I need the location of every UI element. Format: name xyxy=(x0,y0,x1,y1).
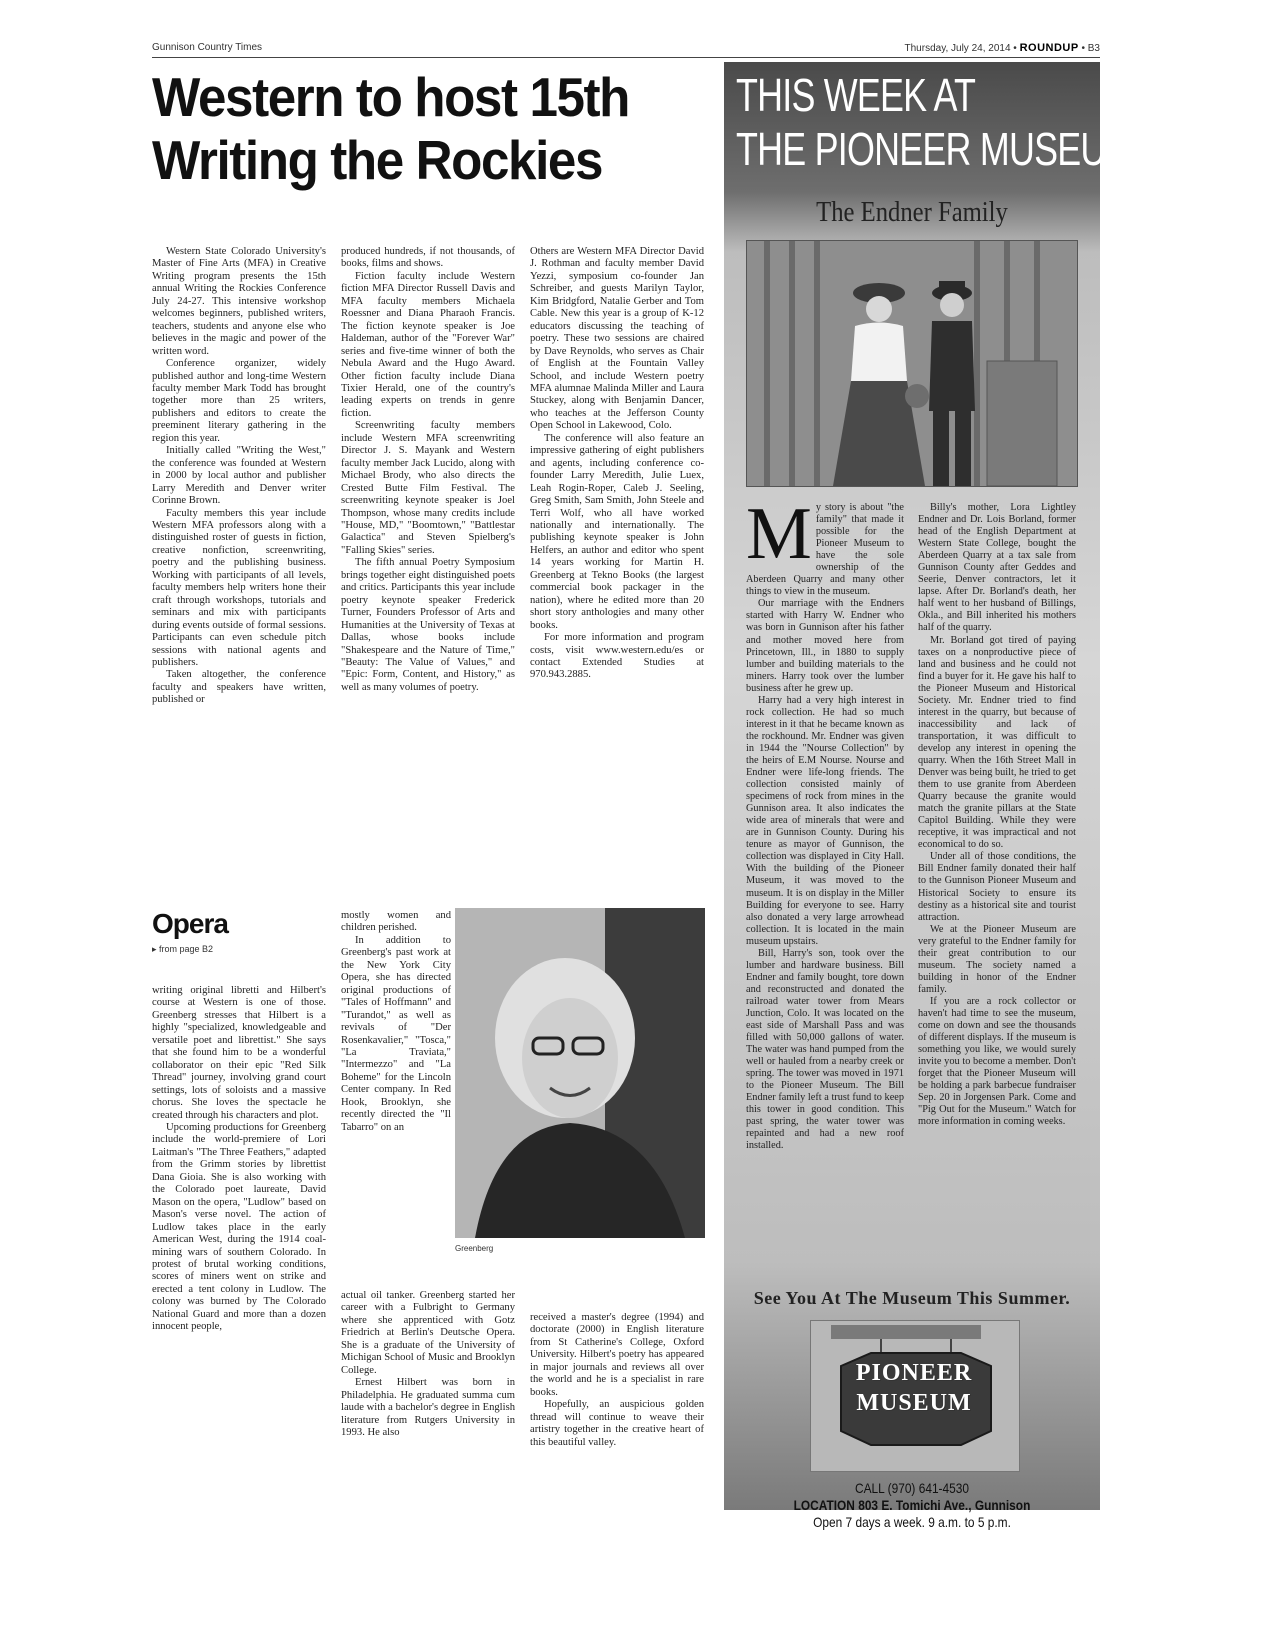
issue-date: Thursday, July 24, 2014 xyxy=(904,43,1011,54)
page-header-right: Thursday, July 24, 2014 • ROUNDUP • B3 xyxy=(904,42,1100,54)
article-paragraph: Initially called "Writing the West," the conference was founded at Western in 2000 by local author and publisher Larry Meredith and Denver writer Corinne Brown. xyxy=(152,445,326,507)
page-number: B3 xyxy=(1087,43,1100,54)
sidebar-paragraph: Our marriage with the Endners started with Harry W. Endner who was born in Gunnison after his father and mother moved here from Princetown, Ill., in 1880 to supply lumber and building materials to the miners. Harry took over the lumber business after he grew up. xyxy=(746,598,904,694)
sidebar-paragraph: Bill, Harry's son, took over the lumber and hardware business. Bill Endner and family bought, tore down and reconstructed and donated the railroad water tower from Mears Junction, Colo. It was located on the east side of Marshall Pass and was filled with 50,000 gallons of water. The water was hand pumped from the well or hauled from a nearby creek or spring. The tower was moved in 1971 to the Pioneer Museum. The Bill Endner family left a trust fund to keep this tower in good condition. This past spring, the water tower was repainted and had a new roof installed. xyxy=(746,947,904,1152)
article-headline xyxy=(152,66,673,192)
historic-photo-image xyxy=(747,241,1077,486)
article-paragraph: The fifth annual Poetry Symposium brings together eight distinguished poets and critics. Participants this year include poetry keynote speaker Frederick Turner, Founders Professor of Arts and Humanities at the University of Texas at Dallas, whose books include "Shakespeare and the Nature of Time," "Beauty: The Value of Values," and "Epic: Form, Content, and History," as well as many volumes of poetry. xyxy=(341,557,515,693)
jump-line: ▸ from page B2 xyxy=(152,944,214,954)
section-name: ROUNDUP xyxy=(1019,42,1079,54)
sign-text-museum: MUSEUM xyxy=(856,1390,972,1416)
location-line: LOCATION 803 E. Tomichi Ave., Gunnison xyxy=(793,1497,1031,1513)
opera-column-1 xyxy=(152,985,326,1334)
photo-caption: Greenberg xyxy=(455,1244,494,1253)
article-paragraph: Fiction faculty include Western fiction MFA Director Russell Davis and MFA faculty members Michaela Roessner and Diana Pharaoh Francis. The fiction keynote speaker is Joe Haldeman, author of the "Forever War" series and five-time winner of both the Nebula Award and the Hugo Award. Other fiction faculty include Diana Tixier Herald, one of the country's leading experts on trends in genre fiction. xyxy=(341,270,515,419)
sidebar-paragraph: Billy's mother, Lora Lightley Endner and Dr. Lois Borland, former head of the English Department at Western State College, bought the Aberdeen Quarry at a tax sale from Gunnison County after Geddes and Seerie, Denver contractors, let it lapse. After Dr. Borland's death, her half went to her husband of Billings, Okla., and Bill inherited his mothers half of the quarry. xyxy=(918,502,1076,634)
see-you-tagline: See You At The Museum This Summer. xyxy=(753,1288,1071,1308)
article-column-1 xyxy=(152,246,326,707)
article-paragraph: mostly women and children perished. xyxy=(341,910,451,934)
sidebar-paragraph: Harry had a very high interest in rock collection. He had so much interest in it that he became known as the rockhound. Mr. Endner was given in 1944 the "Nourse Collection" by the heirs of E.M Nourse. Nourse and Endner were life-long friends. The collection consisted mainly of specimens of rock from mines in the Gunnison area. It also indicates the wide area of minerals that were and are in Gunnison County. During his tenure as mayor of Gunnison, the collection was displayed in City Hall. With the building of the Pioneer Museum, it was moved to the museum. It is on display in the Miller Building for everyone to see. Harry also donated a very large arrowhead collection. It is located in the main museum upstairs. xyxy=(746,694,904,947)
greenberg-photo xyxy=(455,908,705,1238)
sidebar-paragraph: If you are a rock collector or haven't had time to see the museum, come on down and see the thousands of different displays. If the museum is something you like, we would surely invite you to become a member. Don't forget that the Pioneer Museum will be holding a park barbecue fundraiser Sep. 20 in Jorgensen Park. Come and "Pig Out for the Museum." Watch for more information in coming weeks. xyxy=(918,995,1076,1128)
sidebar-paragraph: We at the Pioneer Museum are very grateful to the Endner family for their great contribution to our museum. The society named a building in honor of the Endner family. xyxy=(918,923,1076,995)
opera-title: Opera xyxy=(152,908,228,939)
sidebar-paragraph: Mr. Borland got tired of paying taxes on a nonproductive piece of land and business and he could not find a buyer for it. He gave his half to the Pioneer Museum and Historical Society. Mr. Endner tried to find interest in the quarry, but because of inaccessibility and lack of transportation, it was difficult to develop any interest in opening the quarry. When the 16th Street Mall in Denver was being built, he tried to get them to use granite from Aberdeen Quarry because the granite would match the granite pillars at the State Capitol Building. While they were receptive, it was impractical and not economical to do so. xyxy=(918,634,1076,851)
article-paragraph: Western State Colorado University's Master of Fine Arts (MFA) in Creative Writing program presents the 15th annual Writing the Rockies Conference July 24-27. This intensive workshop welcomes beginners, published writers, teachers, students and anyone else who believes in the magic and power of the written word. xyxy=(152,246,326,357)
article-paragraph: actual oil tanker. Greenberg started her career with a Fulbright to Germany where she apprenticed with Gotz Friedrich at Berlin's Deutsche Opera. She is a graduate of the University of Michigan School of Music and Brooklyn College. xyxy=(341,1290,515,1376)
article-paragraph: Upcoming productions for Greenberg include the world-premiere of Lori Laitman's "The Three Feathers," adapted from the Grimm stories by librettist Dana Gioia. She is also working with the Colorado poet laureate, David Mason on the opera, "Ludlow" based on Mason's verse novel. The action of Ludlow takes place in the early American West, during the 1914 coal-mining wars of southern Colorado. In protest of brutal working conditions, scores of miners went on strike and erected a tent colony in Ludlow. The colony was burned by The Colorado National Guard and more than a dozen innocent people, xyxy=(152,1121,326,1333)
article-paragraph: Ernest Hilbert was born in Philadelphia. He graduated summa cum laude with a bachelor's degree in English literature from Rutgers University in 1993. He also xyxy=(341,1377,515,1438)
sidebar-paragraph-text: y story is about "the family" that made it possible for the Pioneer Museum to have the sole ownership of the Aberdeen Quarry and many other things to view in the museum. xyxy=(746,502,904,598)
article-paragraph: Hopefully, an auspicious golden thread will continue to weave their artistry together in the creative heart of this beautiful valley. xyxy=(530,1399,704,1448)
sidebar-paragraph: Under all of those conditions, the Bill Endner family donated their half to the Gunnison Pioneer Museum and Historical Society to ensure its destiny as a historical site and tourist attraction. xyxy=(918,851,1076,923)
sidebar-title-line-1: THIS WEEK AT xyxy=(736,69,976,121)
article-paragraph: writing original libretti and Hilbert's course at Western is one of those. Greenberg stresses that Hilbert is a highly "specialized, knowledgeable and versatile poet and librettist." She says that she found him to be a wonderful collaborator on their epic "Red Silk Thread" journey, involving grand court settings, lots of soloists and a massive chorus. She loves the spectacle he created through his characters and plot. xyxy=(152,985,326,1121)
opera-column-3 xyxy=(530,1312,704,1449)
article-paragraph: For more information and program costs, visit www.western.edu/es or contact Extended Studies at 970.943.2885. xyxy=(530,632,704,681)
article-column-3 xyxy=(530,246,704,682)
headline-line-2: Writing the Rockies xyxy=(152,129,603,191)
newspaper-name: Gunnison Country Times xyxy=(152,42,263,53)
drop-cap: M xyxy=(746,493,812,575)
endner-family-photo xyxy=(746,240,1078,487)
opera-column-2-bottom xyxy=(341,1290,515,1439)
article-column-2 xyxy=(341,246,515,694)
sidebar-column-1 xyxy=(746,493,904,1153)
headline-line-1: Western to host 15th xyxy=(152,66,630,128)
article-paragraph: Faculty members this year include Western MFA professors along with a distinguished roster of guests in fiction, creative nonfiction, screenwriting, poetry and the publishing business. Working with participants of all levels, faculty members help writers hone their craft through workshops, tutorials and seminars and mix with participants during events outside of formal sessions. Participants can even schedule pitch sessions with national agents and publishers. xyxy=(152,507,326,668)
opera-column-2-top xyxy=(341,910,451,1134)
sidebar-column-2 xyxy=(918,502,1076,1128)
article-paragraph: The conference will also feature an impressive gathering of eight publishers and agents, including conference co-founder Larry Meredith, Julie Luex, Leah Rogin-Roper, Caleb J. Seeling, Greg Smith, Sam Smith, John Steele and Terri Wolf, who all have worked nationally and internationally. The publishing keynote speaker is John Helfers, an author and editor who spent 14 years working for Martin H. Greenberg at Tekno Books (the largest commercial book packager in the nation), where he edited more than 20 short story anthologies and many other books. xyxy=(530,432,704,631)
phone-line: CALL (970) 641-4530 xyxy=(854,1480,970,1496)
article-paragraph: received a master's degree (1994) and doctorate (2000) in English literature from St Catherine's College, Oxford University. Hilbert's poetry has appeared in major journals and reviews all over the world and he is a specialist in rare books. xyxy=(530,1312,704,1398)
article-paragraph: Screenwriting faculty members include Western MFA screenwriting Director J. S. Mayank and Western faculty member Jack Lucido, along with Michael Brody, who also directs the Crested Butte Film Festival. The screenwriting keynote speaker is Joel Thompson, whose many credits include "House, MD," "Boomtown," "Battlestar Galactica" and Steven Spielberg's "Falling Skies" series. xyxy=(341,420,515,556)
article-paragraph: In addition to Greenberg's past work at the New York City Opera, she has directed original productions of "Tales of Hoffmann" and "Turandot," as well as revivals of "Der Rosenkavalier," "Tosca," "La Traviata," "Intermezzo" and "La Boheme" for the Lincoln Center company. In Red Hook, Brooklyn, she recently directed the "Il Tabarro" on an xyxy=(341,934,451,1133)
article-paragraph: Others are Western MFA Director David J. Rothman and faculty member David Yezzi, symposium co-founder Jan Schreiber, and guests Marilyn Taylor, Kim Bridgford, Natalie Gerber and Tom Cable. New this year is a group of K-12 educators discussing the teaching of poetry. These two sessions are chaired by Dave Reynolds, who serves as Chair of English at the Fountain Valley School, and include Western poetry MFA alumnae Malinda Miller and Laura Stuckey, along with Benjamin Dancer, who teaches at the Jefferson County Open School in Lakewood, Colo. xyxy=(530,246,704,432)
sidebar-paragraph xyxy=(746,493,904,598)
portrait-image xyxy=(455,908,705,1238)
hours-line: Open 7 days a week. 9 a.m. to 5 p.m. xyxy=(813,1514,1011,1530)
sidebar-subtitle: The Endner Family xyxy=(816,196,1008,228)
sign-text-pioneer: PIONEER xyxy=(855,1360,973,1386)
article-paragraph: Conference organizer, widely published author and long-time Western faculty member Mark Todd has brought together more than 25 writers, publishers and editors to create the preeminent literary gathering in the region this year. xyxy=(152,358,326,444)
header-rule xyxy=(152,57,1100,58)
article-paragraph: produced hundreds, if not thousands, of books, films and shows. xyxy=(341,246,515,270)
sidebar-title-line-2: THE PIONEER MUSEUM xyxy=(736,123,1135,175)
article-paragraph: Taken altogether, the conference faculty and speakers have written, published or xyxy=(152,669,326,706)
